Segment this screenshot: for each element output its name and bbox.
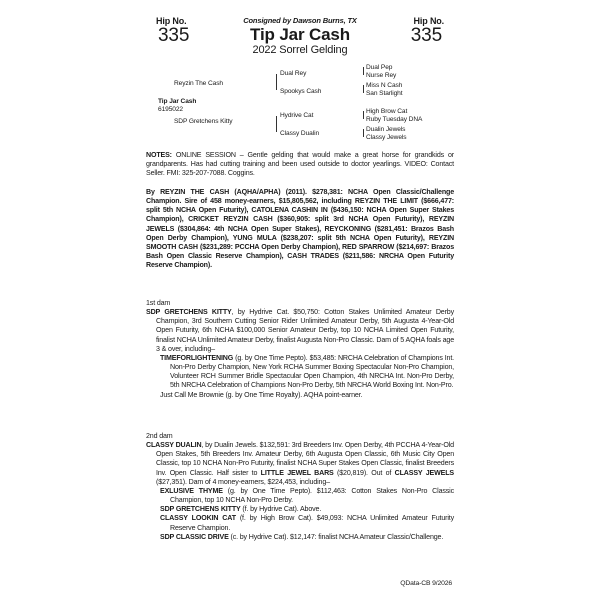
- second-dam-heading: 2nd dam: [146, 432, 173, 440]
- first-dam-entry: SDP GRETCHENS KITTY, by Hydrive Cat. $50,750: Cotton Stakes Unlimited Amateur Derby Champion, 3rd Southern Cutting Senior Rider Unlimited Amateur Derby, 5th Augusta 4-Year-Old Open Futurity, 6th NCHA $100,000 Senior Amateur Derby, top 10 NCHA Limited Open Futurity, finalist NCHA Unlimited Amateur Derby, finalist Augusta Non-Pro Classic. Dam of 5 AQHA foals age 3 & over, including–: [146, 308, 454, 353]
- notes-label: NOTES:: [146, 151, 172, 159]
- hip-label-left: Hip No.: [156, 16, 187, 26]
- page-footer: QData-CB 9/2026: [400, 579, 452, 587]
- second-dam-entry: CLASSY DUALIN, by Dualin Jewels. $132,591: 3rd Breeders Inv. Open Derby, 4th PCCHA 4-Year-Old Open Stakes, 5th Breeders Inv. Amateur Derby, 6th Augusta Open Classic, 6th Music City Open Classic, top 10 NCHA Non-Pro Futurity, finalist NCHA Super Stakes Open Classic, finalist Breeders Inv. Open Classic. Half sister to LITTLE JEWEL BARS ($20,819). Out of CLASSY JEWELS ($27,351). Dam of 4 money-earners, $224,453, including–: [146, 441, 455, 486]
- pedigree-ggp: Ruby Tuesday DNA: [366, 116, 423, 123]
- produce-entry: SDP GRETCHENS KITTY (f. by Hydrive Cat). Above.: [160, 505, 322, 514]
- pedigree-ggp: San Starlight: [366, 90, 403, 97]
- pedigree-ggp: Classy Jewels: [366, 134, 407, 141]
- produce-entry: TIMEFORLIGHTENING (g. by One Time Pepto). $53,485: NRCHA Celebration of Champions Int. Non-Pro Derby Champion, New York RCHA Summer Boxing Spectacular Non-Pro Champion, Volunteer RCH Summer Bridle Spectacular Open Champion, 4th NRCHA Int. Non-Pro Derby, 5th NRCHA Celebration of Champions Non-Pro Derby, 5th NRCHA World Boxing Int. Non-Pro.: [160, 353, 454, 390]
- notes-paragraph: [146, 151, 454, 178]
- pedigree-ggp: Dual Pep: [366, 64, 393, 71]
- second-dam-section: [146, 432, 454, 542]
- pedigree-ggp: Dualin Jewels: [366, 126, 406, 133]
- hip-label-right: Hip No.: [413, 16, 444, 26]
- notes-text: ONLINE SESSION – Gentle gelding that would make a great horse for grandkids or grandparents. Has had cutting training and been used outside to doctor yearlings. VIDEO: Contact Seller. FMI: 325-207-7088. Coggins.: [146, 151, 454, 178]
- pedigree-sire-dam: Spookys Cash: [280, 88, 322, 95]
- pedigree-ggp: High Brow Cat: [366, 108, 408, 115]
- sire-record: [146, 188, 454, 270]
- pedigree-ggp: Miss N Cash: [366, 82, 403, 89]
- pedigree-sire-sire: Dual Rey: [280, 70, 307, 77]
- produce-entry: Just Call Me Brownie (g. by One Time Royalty). AQHA point-earner.: [160, 390, 363, 399]
- first-dam-heading: 1st dam: [146, 299, 171, 307]
- produce-entry: CLASSY LOOKIN CAT (f. by High Brow Cat). $49,093: NCHA Unlimited Amateur Futurity Reserve Champion.: [160, 514, 454, 532]
- produce-entry: EXLUSIVE THYME (g. by One Time Pepto). $112,463: Cotton Stakes Non-Pro Classic Champion, top 10 NCHA Non-Pro Derby.: [160, 486, 454, 505]
- hip-number-left: 335: [158, 25, 190, 46]
- catalog-page: [144, 12, 456, 590]
- hip-number-right: 335: [410, 25, 442, 46]
- pedigree-subject: Tip Jar Cash: [158, 98, 197, 105]
- pedigree-bracket: [363, 67, 364, 75]
- sire-record-text: By REYZIN THE CASH (AQHA/APHA) (2011). $278,381: NCHA Open Classic/Challenge Champion. Sire of 458 money-earners, $15,805,562, including REYZIN THE LIMIT ($666,477: split 5th NCHA Open Futurity), CATOLENA CASHIN IN ($436,150: NCHA Open Super Stakes Champion), CRICKET REYZIN CASH ($360,905: split 3rd NCHA Open Futurity), REYZIN JEWELS ($304,864: 4th NCHA Open Super Stakes), REYCKONING ($281,451: Brazos Bash Open Derby Champion), YUNG MULA ($238,207: split 5th NCHA Open Futurity), REYZIN SMOOTH CASH ($231,289: PCCHA Open Derby Champion), RED SPARROW ($214,697: Brazos Bash Open Classic Reserve Champion), CASH TRADES ($211,586: NRCHA Open Futurity Reserve Champion).: [146, 188, 454, 270]
- pedigree-subject-reg: 6195022: [158, 106, 183, 113]
- horse-name: Tip Jar Cash: [250, 25, 350, 44]
- pedigree-dam: SDP Gretchens Kitty: [174, 118, 233, 125]
- produce-entry: SDP CLASSIC DRIVE (c. by Hydrive Cat). $12,147: finalist NCHA Amateur Classic/Challenge.: [160, 532, 444, 541]
- consignor: Consigned by Dawson Burns, TX: [243, 16, 357, 25]
- first-dam-section: [146, 299, 454, 400]
- pedigree-bracket: [276, 116, 277, 132]
- pedigree-bracket: [363, 111, 364, 119]
- pedigree-sire: Reyzin The Cash: [174, 80, 223, 87]
- pedigree-dam-dam: Classy Dualin: [280, 130, 320, 137]
- pedigree-bracket: [363, 85, 364, 93]
- pedigree-bracket: [276, 74, 277, 90]
- pedigree-dam-sire: Hydrive Cat: [280, 112, 314, 119]
- horse-description: 2022 Sorrel Gelding: [252, 44, 348, 56]
- pedigree-ggp: Nurse Rey: [366, 72, 397, 79]
- pedigree-bracket: [363, 129, 364, 137]
